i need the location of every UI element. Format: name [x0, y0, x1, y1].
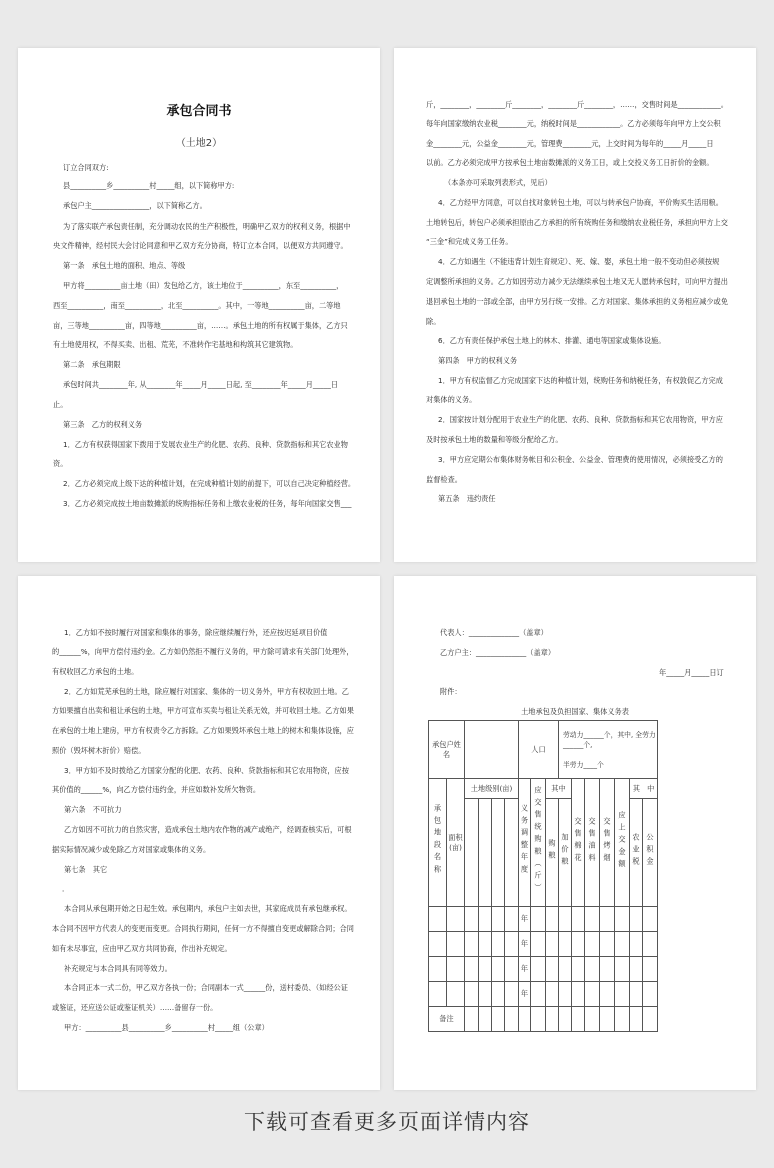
text-line: 除。	[426, 317, 441, 326]
date-line: 年_____月_____日订	[659, 668, 724, 677]
text-line: 或鉴证，还应送公证或鉴证机关）……备留存一份。	[52, 1003, 218, 1012]
text-line: 3．甲方应定期公布集体财务帐目和公积金、公益金、管理费的使用情况，必须接受乙方的	[438, 455, 723, 464]
text-line: 2．乙方必须完成上级下达的种植计划，在完成种植计划的前提下，可以自己决定种植经营。	[63, 479, 356, 488]
text-line: 1．乙方如不按时履行对国家和集体的事务，除应继续履行外，还应按迟延项目价值	[64, 628, 328, 637]
text-line: 监督检查。	[426, 475, 462, 484]
text-line: 本合同不因甲方代表人的变更而变更。合同执行期间，任何一方不得擅自变更或解除合同；合同	[52, 924, 354, 933]
text-line: （本条亦可采取列表形式，见后）	[444, 178, 552, 187]
document-title: 承包合同书	[166, 104, 232, 119]
text-line: 金________元，公益金________元，管理费________元，上交时间为每年的_____月_____日	[426, 139, 714, 148]
text-line: 县__________乡__________村_____组，以下简称甲方:	[63, 181, 235, 190]
grade-header: 土地级别(亩)	[465, 779, 519, 799]
text-line: 承包户主________________，以下简称乙方。	[63, 201, 207, 210]
labor-header: 劳动力______个，其中, 全劳力______个, 半劳力____个	[559, 721, 658, 779]
text-line: 的______%，向甲方偿付违约金。乙方如仍然拒不履行义务的，甲方除可请求有关部门处理外，	[52, 647, 354, 656]
note-label: 备注	[429, 1007, 465, 1032]
text-line: 其价值的______%，向乙方偿付违约金，并应如数补发所欠物资。	[52, 785, 261, 794]
text-line: 本合同从承包期开始之日起生效。承包期内，承包户主如去世，其家庭成员有承包继承权。	[64, 904, 352, 913]
area-header: 面积(亩)	[447, 779, 465, 907]
text-line: 甲方将__________亩土地（田）发包给乙方，该土地位于__________，东至__________，	[63, 281, 344, 290]
text-line: 1．乙方有权获得国家下拨用于发展农业生产的化肥、农药、良种、贷款指标和其它农业物	[63, 440, 348, 449]
grade-cell	[479, 799, 492, 907]
year-cell: 年	[519, 932, 531, 957]
oil-header: 交售油料	[585, 779, 600, 907]
section-heading: 第一条 承包土地的面积、地点、等级	[63, 261, 186, 270]
text-line: 乙方如因不可抗力的自然灾害，造成承包土地内农作物的减产或绝产，经调查核实后，可根	[64, 825, 352, 834]
text-line: 央文件精神，经村民大会讨论同意和甲乙双方充分协商，特订立本合同，以便双方共同遵守。	[53, 241, 348, 250]
fund-header: 公积金	[643, 799, 658, 907]
text-line: 照价（毁坏树木折价）赔偿。	[52, 746, 146, 755]
pay-among-header: 其 中	[630, 779, 658, 799]
table-title: 土地承包及负担国家、集体义务表	[521, 707, 629, 716]
section-heading: 第六条 不可抗力	[64, 805, 122, 814]
page-4	[394, 576, 756, 1090]
text-line: 2．乙方如荒芜承包的土地，除应履行对国家、集体的一切义务外，甲方有权收回土地。乙	[64, 687, 349, 696]
text-line: 3．甲方如不及时拨给乙方国家分配的化肥、农药、良种、贷款指标和其它农用物资，应按	[64, 766, 349, 775]
text-line: 以前。乙方必须完成甲方按承包土地亩数摊派的义务工日，或上交投义务工日折价的金额。	[426, 158, 714, 167]
pay-amount-header: 应上交金额	[615, 779, 630, 907]
text-line: 据实际情况减少或免除乙方对国家或集体的义务。	[52, 845, 211, 854]
section-heading: 第四条 甲方的权利义务	[438, 356, 518, 365]
text-line: 2．国家按计划分配用于农业生产的化肥、农药、良种、贷款指标和其它农用物资，甲方应	[438, 415, 723, 424]
text-line: 1．甲方有权监督乙方完成国家下达的种植计划，统购任务和纳税任务，有权敦促乙方完成	[438, 376, 723, 385]
plot-name-header: 承包地段名称	[429, 779, 447, 907]
add-price-grain-header: 加价粮	[559, 799, 572, 907]
text-line: 在承包的土地上建房，甲方有权责令乙方拆除。乙方如果毁坏承包土地上的树木和集体设施，应	[52, 726, 354, 735]
owner-name-header: 承包户姓名	[429, 721, 465, 779]
document-subtitle: （土地2）	[175, 138, 223, 149]
text-line: 有土地使用权，不得买卖、出租、荒芜，不准转作宅基地和构筑其它建筑物。	[53, 340, 298, 349]
text-line: 订立合同双方:	[63, 163, 109, 172]
text-line: 斤，________，________斤________，________斤________，……，交售时间是____________。	[426, 100, 728, 109]
grade-cell	[492, 799, 505, 907]
text-line: 亩，三等地__________亩，四等地__________亩，……。承包土地的所有权属于集体，乙方只	[53, 321, 348, 330]
text-line: 对集体的义务。	[426, 395, 477, 404]
obligations-table	[428, 720, 658, 1032]
text-line: 6．乙方有责任保护承包土地上的林木、排灌、通电等国家或集体设施。	[438, 336, 666, 345]
duty-year-header: 义务调整年度	[519, 779, 531, 907]
text-line: 西至__________，南至__________，北至__________。其中，一等地__________亩，二等地	[53, 301, 341, 310]
year-cell: 年	[519, 957, 531, 982]
text-line: 土地转包后，转包户必须承担原由乙方承担的所有统购任务和缴纳农业税任务，承担向甲方上交	[426, 218, 728, 227]
cotton-header: 交售棉花	[572, 779, 585, 907]
download-hint: 下载可查看更多页面详情内容	[244, 1110, 530, 1134]
page-3	[18, 576, 380, 1090]
section-heading: 第二条 承包期限	[63, 360, 121, 369]
page-1	[18, 48, 380, 562]
section-heading: 第五条 违约责任	[438, 494, 496, 503]
text-line: 及时按承包土地的数量和等级分配给乙方。	[426, 435, 563, 444]
text-line: 每年向国家缴纳农业税________元，纳税时间是____________。乙方必须每年向甲方上交公积	[426, 119, 721, 128]
text-line: 退回承包土地的一部或全部，由甲方另行统一安排。乙方对国家、集体承担的义务相应减少或免	[426, 297, 728, 306]
text-line: 甲方：__________县__________乡__________村_____组（公章）	[64, 1023, 269, 1032]
grade-cell	[505, 799, 519, 907]
tobacco-header: 交售烤烟	[600, 779, 615, 907]
text-line: 定调整所承担的义务。乙方如因劳动力减少无法继续承包土地又无人愿转承包时，可向甲方提出	[426, 277, 728, 286]
blank-cell	[465, 721, 519, 779]
text-line: 方如果擅自出卖和租让承包的土地，甲方可宣布买卖与租让关系无效，并可收回土地。乙方如果	[52, 706, 354, 715]
representative-line: 代表人：______________（盖章）	[440, 628, 548, 637]
text-line: 4．乙方经甲方同意，可以自找对象转包土地，可以与转承包户协商，平价购买生活用粮。	[438, 198, 723, 207]
text-line: 止。	[53, 400, 68, 409]
text-line: “三金”和完成义务工任务。	[426, 237, 513, 246]
year-cell: 年	[519, 982, 531, 1007]
among-header: 其中	[546, 779, 572, 799]
population-header: 人口	[519, 721, 559, 779]
text-line: 4．乙方如遇生（不能违背计划生育规定）、死、嫁、娶，承包土地一般不变动但必须按规	[438, 257, 720, 266]
attachment-label: 附件：	[440, 687, 462, 696]
text-line: 承包时间共________年, 从________年_____月_____日起, 至________年_____月_____日	[63, 380, 339, 389]
section-heading: 第七条 其它	[64, 865, 108, 874]
text-line: 如有未尽事宜，应由甲乙双方共同协商，作出补充规定。	[52, 944, 232, 953]
grain-sell-header: 应交售统购粮（斤）	[531, 779, 546, 907]
text-line: 3．乙方必须完成按土地亩数摊派的统购指标任务和上缴农业税的任务，每年向国家交售___	[63, 499, 352, 508]
household-head-line: 乙方户主：______________（盖章）	[440, 648, 556, 657]
text-line: 为了落实联产承包责任制，充分调动农民的生产积极性，明确甲乙双方的权利义务，根据中	[63, 222, 351, 231]
year-cell: 年	[519, 907, 531, 932]
grade-cell	[465, 799, 479, 907]
text-line: ．	[62, 884, 70, 893]
text-line: 有权收回乙方承包的土地。	[52, 667, 139, 676]
section-heading: 第三条 乙方的权利义务	[63, 420, 143, 429]
page-2	[394, 48, 756, 562]
text-line: 补充规定与本合同具有同等效力。	[64, 964, 172, 973]
buy-grain-header: 购粮	[546, 799, 559, 907]
text-line: 资。	[53, 459, 68, 468]
tax-header: 农业税	[630, 799, 643, 907]
text-line: 本合同正本一式二份，甲乙双方各执一份；合同副本一式______份，送村委员、（如经公证	[64, 983, 348, 992]
